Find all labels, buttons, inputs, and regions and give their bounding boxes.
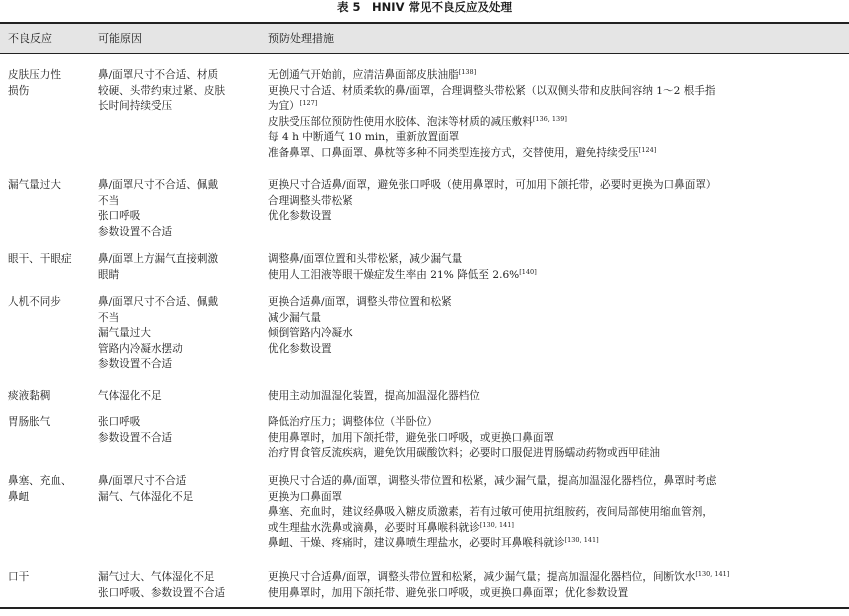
measures-cell — [268, 178, 717, 225]
measure-line: 优化参数设置 — [268, 210, 332, 223]
cause-line: 鼻/面罩尺寸不合适、佩戴 — [98, 296, 219, 308]
reaction-line: 漏气量过大 — [8, 179, 61, 191]
cause-line: 管路内冷凝水摆动 — [98, 342, 183, 355]
cause-line: 张口呼吸、参数设置不合适 — [98, 586, 226, 599]
cause-line: 漏气、气体湿化不足 — [98, 490, 194, 503]
reaction-cell — [8, 68, 61, 99]
cause-line: 漏气量过大 — [98, 327, 151, 340]
measure-line: 降低治疗压力；调整体位（半卧位） — [268, 416, 438, 428]
measures-cell — [268, 389, 480, 405]
measure-line: 减少漏气量 — [268, 311, 321, 324]
reaction-line: 胃肠胀气 — [8, 416, 51, 428]
cause-line: 鼻/面罩尺寸不合适、材质 — [98, 69, 219, 81]
measure-line: 鼻塞、充血时，建议经鼻吸入糖皮质激素，若有过敏可使用抗组胺药，夜间局部使用缩血管剂， — [268, 506, 713, 519]
measure-line: 为宜）[127] — [268, 99, 318, 113]
cause-line: 眼睛 — [98, 268, 120, 281]
measure-line: 更换尺寸合适的鼻/面罩，调整头带位置和松紧，减少漏气量，提高加温湿化器档位，鼻罩时考虑 — [268, 475, 717, 487]
cause-line: 参数设置不合适 — [98, 431, 173, 444]
causes-cell — [98, 252, 218, 283]
citation-ref: [130, 141] — [564, 536, 599, 545]
causes-cell — [98, 570, 225, 601]
measure-line: 鼻衄、干燥、疼痛时，建议鼻喷生理盐水，必要时耳鼻喉科就诊[130, 141] — [268, 536, 599, 550]
cause-line: 不当 — [98, 194, 120, 207]
citation-ref: [124] — [638, 145, 657, 154]
cause-line: 参数设置不合适 — [98, 225, 173, 238]
measure-line: 使用鼻罩时，加用下颌托带，避免张口呼吸，或更换口鼻面罩 — [268, 431, 555, 444]
measure-line: 使用鼻罩时，加用下颌托带、避免张口呼吸，或更换口鼻面罩；优化参数设置 — [268, 586, 629, 599]
reaction-line: 鼻衄 — [8, 490, 30, 503]
measure-line: 合理调整头带松紧 — [268, 194, 353, 207]
reaction-cell — [8, 389, 50, 405]
header-rule — [0, 53, 849, 54]
header-reaction: 不良反应 — [8, 32, 52, 45]
measure-line: 每 4 h 中断通气 10 min，重新放置面罩 — [268, 131, 460, 144]
measure-line: 使用人工泪液等眼干燥症发生率由 21% 降低至 2.6%[140] — [268, 267, 537, 281]
reaction-line: 痰液黏稠 — [8, 390, 51, 402]
cause-line: 较硬、头带约束过紧、皮肤 — [98, 84, 226, 97]
cause-line: 参数设置不合适 — [98, 358, 173, 371]
citation-ref: [130, 141] — [479, 520, 514, 529]
measures-cell — [268, 415, 660, 462]
citation-ref: [140] — [519, 267, 537, 276]
reaction-line: 鼻塞、充血、 — [8, 475, 72, 487]
bottom-rule — [0, 607, 849, 609]
cause-line: 气体湿化不足 — [98, 390, 162, 402]
measure-line: 更换尺寸合适、材质柔软的鼻/面罩，合理调整头带松紧（以双侧头带和皮肤间容纳 1～2 根手指 — [268, 84, 716, 97]
header-causes: 可能原因 — [98, 32, 142, 45]
measure-line: 更换合适鼻/面罩，调整头带位置和松紧 — [268, 296, 452, 308]
measure-line: 更换尺寸合适鼻/面罩，避免张口呼吸（使用鼻罩时，可加用下颌托带，必要时更换为口鼻面罩） — [268, 179, 717, 191]
citation-ref: [127] — [299, 99, 318, 108]
causes-cell — [98, 295, 218, 373]
table-title: 表 5 HNIV 常见不良反应及处理 — [337, 0, 512, 14]
reaction-line: 眼干、干眼症 — [8, 253, 72, 265]
measure-line: 更换尺寸合适鼻/面罩，调整头带位置和松紧，减少漏气量；提高加温湿化器档位，间断饮水[130, 141] — [268, 570, 730, 583]
reaction-line: 损伤 — [8, 84, 30, 97]
causes-cell — [98, 68, 225, 115]
measure-line: 优化参数设置 — [268, 342, 332, 355]
cause-line: 不当 — [98, 311, 120, 324]
causes-cell — [98, 474, 193, 505]
reaction-line: 口干 — [8, 571, 30, 583]
measure-line: 皮肤受压部位预防性使用水胶体、泡沫等材质的减压敷料[136, 139] — [268, 114, 567, 128]
measure-line: 准备鼻罩、口鼻面罩、鼻枕等多种不同类型连接方式，交替使用，避免持续受压[124] — [268, 145, 657, 159]
measures-cell — [268, 295, 452, 357]
measures-cell — [268, 474, 717, 552]
reaction-cell — [8, 178, 61, 194]
causes-cell — [98, 178, 218, 240]
cause-line: 长时间持续受压 — [98, 100, 173, 113]
cause-line: 漏气过大、气体湿化不足 — [98, 571, 215, 583]
reaction-line: 皮肤压力性 — [8, 69, 61, 81]
cause-line: 张口呼吸 — [98, 416, 141, 428]
measure-line: 更换为口鼻面罩 — [268, 490, 343, 503]
header-measures: 预防处理措施 — [268, 32, 334, 45]
measure-line: 使用主动加温湿化装置，提高加温湿化器档位 — [268, 390, 480, 402]
reaction-cell — [8, 295, 61, 311]
measure-line: 治疗胃食管反流疾病，避免饮用碳酸饮料；必要时口服促进胃肠蠕动药物或西甲硅油 — [268, 447, 660, 460]
citation-ref: [136, 139] — [532, 114, 567, 123]
reaction-line: 人机不同步 — [8, 296, 61, 308]
cause-line: 张口呼吸 — [98, 210, 141, 223]
measures-cell — [268, 570, 729, 601]
measures-cell — [268, 68, 716, 162]
citation-ref: [130, 141] — [695, 570, 730, 578]
measure-line: 调整鼻/面罩位置和头带松紧，减少漏气量 — [268, 253, 463, 265]
reaction-cell — [8, 474, 72, 505]
causes-cell — [98, 415, 172, 446]
measure-line: 无创通气开始前，应清洁鼻面部皮肤油脂[138] — [268, 68, 477, 81]
cause-line: 鼻/面罩上方漏气直接刺激 — [98, 253, 219, 265]
measure-line: 或生理盐水洗鼻或滴鼻，必要时耳鼻喉科就诊[130, 141] — [268, 520, 514, 534]
measures-cell — [268, 252, 537, 283]
causes-cell — [98, 389, 162, 405]
measure-line: 倾倒管路内冷凝水 — [268, 327, 353, 340]
cause-line: 鼻/面罩尺寸不合适 — [98, 475, 187, 487]
citation-ref: [138] — [458, 68, 477, 76]
reaction-cell — [8, 252, 72, 268]
reaction-cell — [8, 570, 29, 586]
reaction-cell — [8, 415, 50, 431]
cause-line: 鼻/面罩尺寸不合适、佩戴 — [98, 179, 219, 191]
